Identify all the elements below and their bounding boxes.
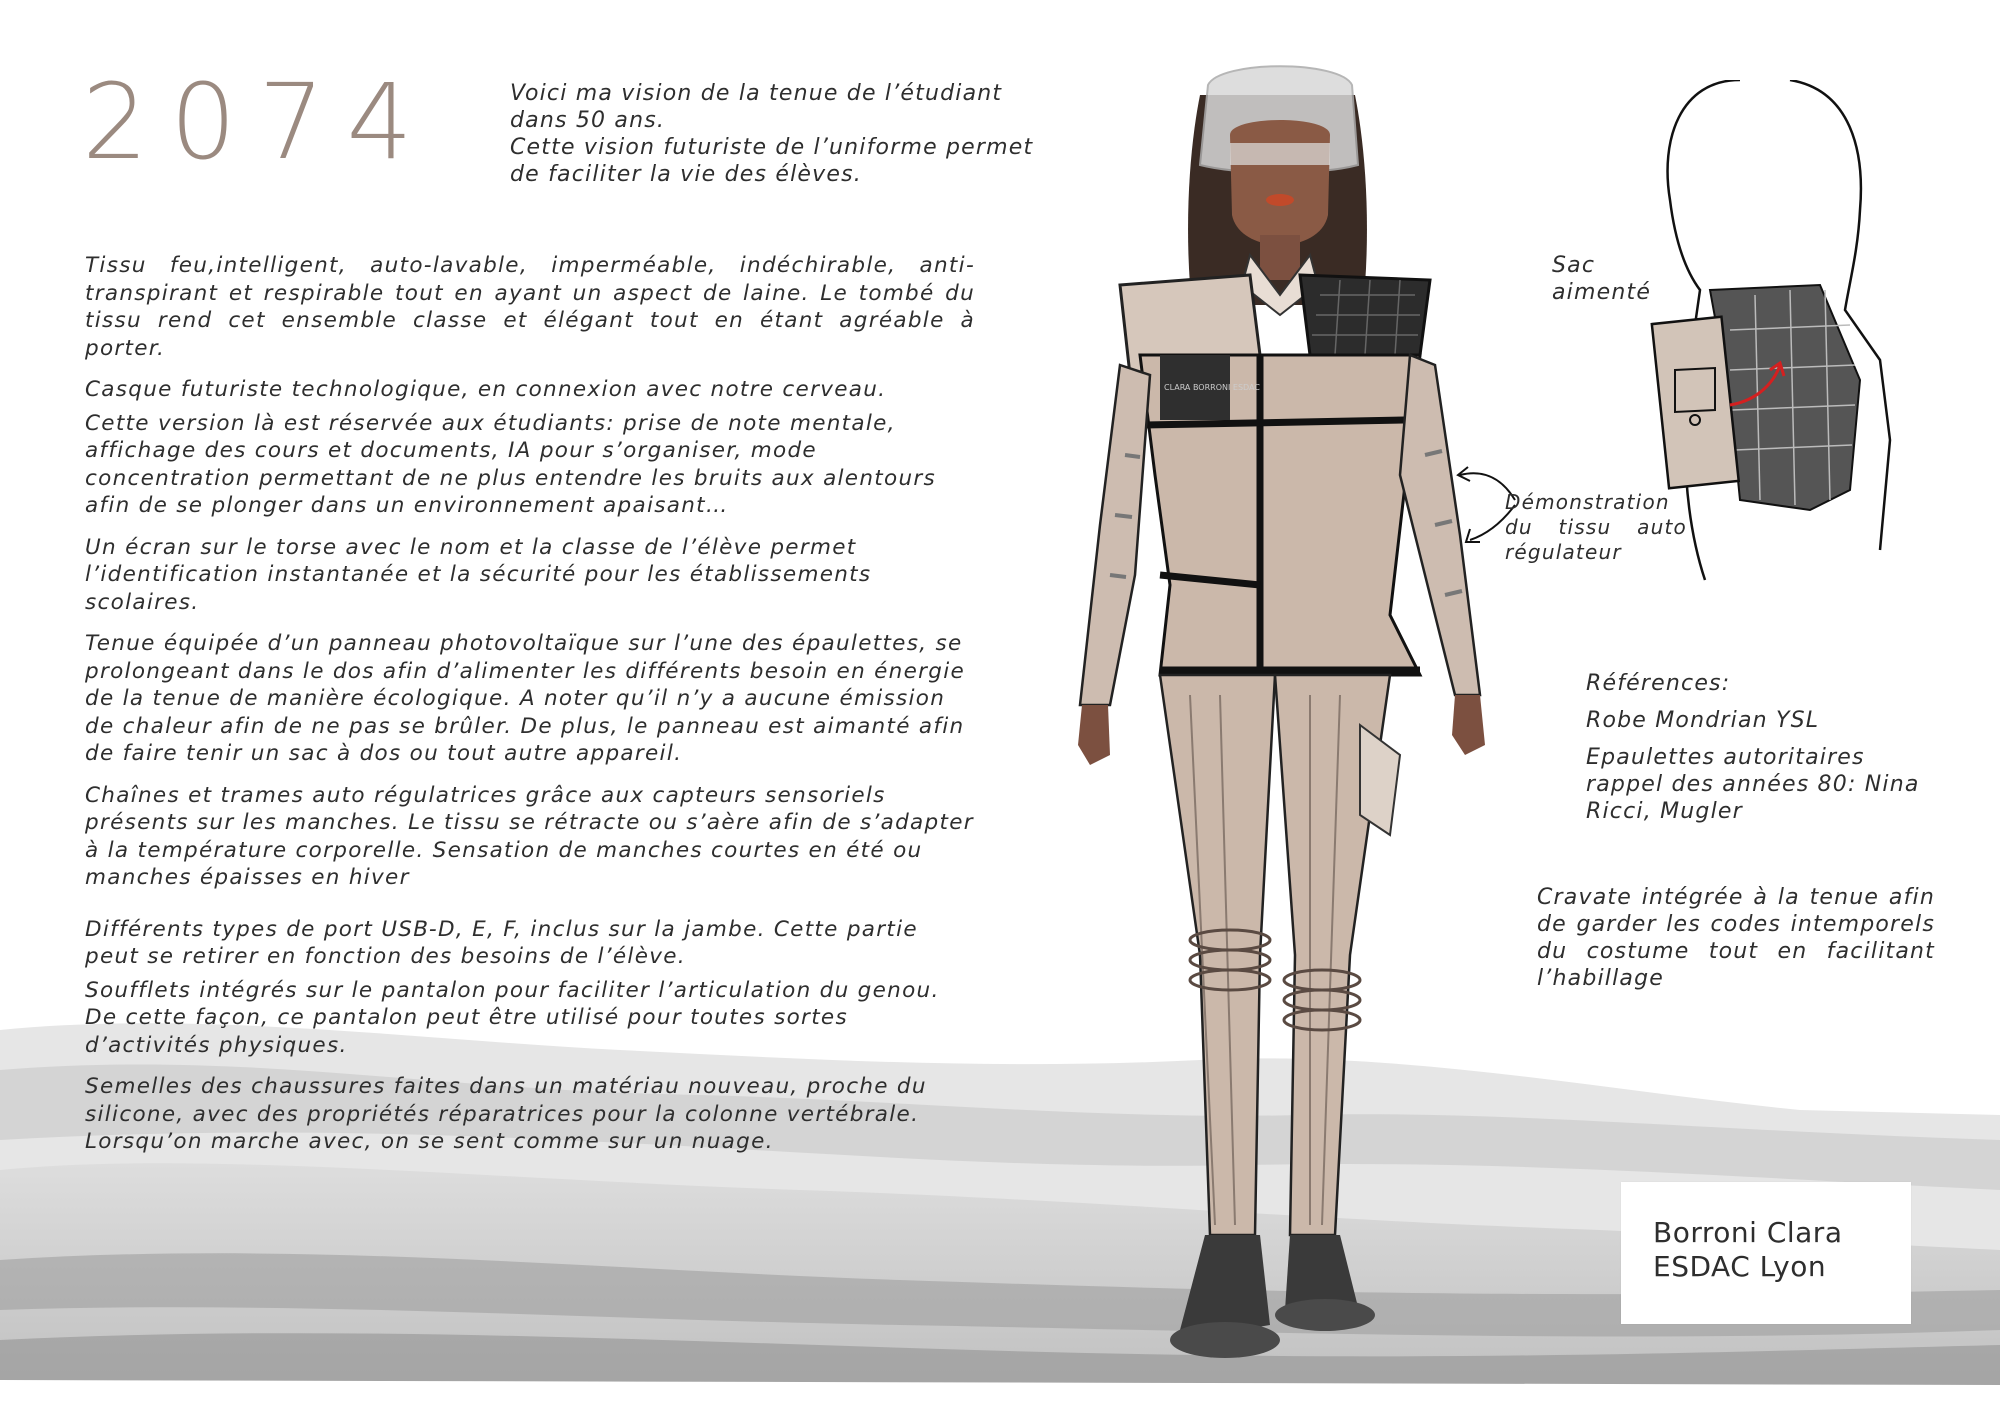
reference-item: Robe Mondrian YSL <box>1586 708 1820 733</box>
helmet-paragraph: Casque futuriste technologique, en connexion avec notre cerveau. <box>85 377 887 402</box>
left-leg <box>1160 675 1275 1235</box>
references-title: Références: <box>1586 671 1731 696</box>
intro-line: dans 50 ans. <box>510 108 666 133</box>
reference-item: Epaulettes autoritaires rappel des années 80: Nina Ricci, Mugler <box>1586 745 1920 824</box>
description-column <box>85 252 975 1170</box>
fabric-paragraph: Tissu feu,intelligent, auto-lavable, imperméable, indéchirable, anti-transpirant et respirable tout en ayant un aspect de laine. Le tombé du tissu rend cet ensemble classe et élégant tout en étant agréable à porter. <box>85 253 975 361</box>
student-version-paragraph: Cette version là est réservée aux étudiants: prise de note mentale, affichage des cours et documents, IA pour s’organiser, mode concentration permettant de ne plus entendre les bruits aux alentours afin de se plonger dans un environnement apaisant… <box>85 410 937 518</box>
author-name: Borroni Clara <box>1653 1216 1843 1249</box>
signature-box <box>1621 1182 1911 1324</box>
soles-paragraph: Semelles des chaussures faites dans un matériau nouveau, proche du silicone, avec des propriétés réparatrices pour la colonne vertébrale. Lorsqu’on marche avec, on se sent comme sur un nuage. <box>85 1074 927 1154</box>
bellows-paragraph: Soufflets intégrés sur le pantalon pour faciliter l’articulation du genou. De cette façon, ce pantalon peut être utilisé pour toutes sortes d’activités physiques. <box>85 977 940 1058</box>
references-block <box>1586 670 1926 835</box>
intro-text <box>510 80 1070 188</box>
face <box>1230 120 1330 245</box>
intro-line: Cette vision futuriste de l’uniforme permet <box>510 135 1034 160</box>
intro-line: Voici ma vision de la tenue de l’étudiant <box>510 81 1003 106</box>
usb-paragraph: Différents types de port USB-D, E, F, inclus sur la jambe. Cette partie peut se retirer en fonction des besoins de l’élève. <box>85 916 918 969</box>
chest-screen-text: CLARA BORRONI ESDAC <box>1164 383 1260 392</box>
sleeves-paragraph: Chaînes et trames auto régulatrices grâce aux capteurs sensoriels présents sur les manches. Le tissu se rétracte ou s’aère afin de s’adapter à la température corporelle. Sensation de manches courtes en été ou manches épaisses en hiver <box>85 782 974 890</box>
year-title: 2074 <box>82 61 435 183</box>
solar-panel-paragraph: Tenue équipée d’un panneau photovoltaïque sur l’une des épaulettes, se prolongeant dans le dos afin d’alimenter les différents besoin en énergie de la tenue de manière écologique. A noter qu’il n’y a aucune émission de chaleur afin de ne pas se brûler. De plus, le panneau est aimanté afin de faire tenir un sac à dos ou tout autre appareil. <box>85 631 966 766</box>
usb-leg-module <box>1360 725 1400 835</box>
screen-paragraph: Un écran sur le torse avec le nom et la classe de l’élève permet l’identification instantanée et la sécurité pour les établissements scolaires. <box>85 534 872 615</box>
demonstration-label: Démonstration du tissu auto régulateur <box>1505 490 1687 564</box>
school-name: ESDAC Lyon <box>1653 1250 1827 1283</box>
fashion-figure-illustration <box>1060 55 1500 1385</box>
left-sleeve <box>1080 365 1150 705</box>
cravate-note: Cravate intégrée à la tenue afin de garder les codes intemporels du costume tout en facilitant l’habillage <box>1537 885 1935 991</box>
sac-aimente-label: Sac aimenté <box>1552 253 1652 305</box>
left-shoe <box>1180 1235 1270 1335</box>
intro-line: de faciliter la vie des élèves. <box>510 162 862 187</box>
